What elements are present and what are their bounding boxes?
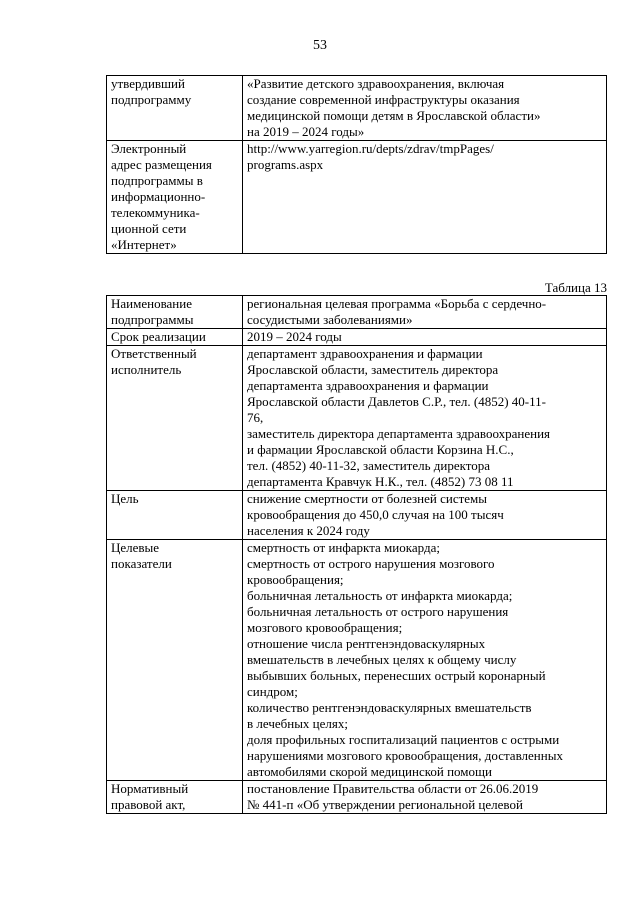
row-label-line: подпрограмму (111, 92, 192, 107)
row-value-cell (243, 296, 607, 329)
row-value-line: нарушениями мозгового кровообращения, доставленных (247, 748, 563, 763)
row-value-line: в лечебных целях; (247, 716, 348, 731)
row-value-line: департамента здравоохранения и фармации (247, 378, 489, 393)
row-label-line: Наименование (111, 296, 192, 311)
row-value-line: № 441-п «Об утверждении региональной целевой (247, 797, 523, 812)
row-value-line: сосудистыми заболеваниями» (247, 312, 413, 327)
row-value-line: отношение числа рентгенэндоваскулярных (247, 636, 486, 651)
row-value-line: заместитель директора департамента здравоохранения (247, 426, 551, 441)
row-label-cell (107, 76, 243, 141)
table-caption: Таблица 13 (544, 280, 607, 295)
row-label-line: «Интернет» (111, 237, 177, 252)
row-value-line: смертность от острого нарушения мозгового (247, 556, 495, 571)
row-value-cell (243, 346, 607, 491)
row-label-line: адрес размещения (111, 157, 212, 172)
row-value-line: Ярославской области Давлетов С.Р., тел. (4852) 40-11- (247, 394, 546, 409)
row-label-cell (107, 781, 243, 814)
row-value-line: тел. (4852) 40-11-32, заместитель директора (247, 458, 491, 473)
row-value-line: синдром; (247, 684, 298, 699)
row-value-line: мозгового кровообращения; (247, 620, 403, 635)
row-value-cell (243, 491, 607, 540)
row-label-cell (107, 491, 243, 540)
row-label-cell (107, 540, 243, 781)
row-value-line: programs.aspx (247, 157, 324, 172)
row-value-line: Ярославской области, заместитель директора (247, 362, 499, 377)
row-value-line: «Развитие детского здравоохранения, включая (247, 76, 505, 91)
row-label-line: телекоммуника- (111, 205, 200, 220)
row-value-line: количество рентгенэндоваскулярных вмешательств (247, 700, 532, 715)
row-value-line: доля профильных госпитализаций пациентов с острыми (247, 732, 560, 747)
row-value-line: автомобилями скорой медицинской помощи (247, 764, 492, 779)
table-row (107, 781, 607, 814)
row-value-line: медицинской помощи детям в Ярославской области» (247, 108, 541, 123)
row-value-line: http://www.yarregion.ru/depts/zdrav/tmpPages/ (247, 141, 494, 156)
table-row (107, 540, 607, 781)
row-value-line: создание современной инфраструктуры оказания (247, 92, 520, 107)
row-label-line: утвердивший (111, 76, 185, 91)
row-label-line: Целевые (111, 540, 160, 555)
row-value-line: постановление Правительства области от 26.06.2019 (247, 781, 539, 796)
table-row (107, 76, 607, 141)
row-value-line: и фармации Ярославской области Корзина Н.С., (247, 442, 514, 457)
row-label-line: Ответственный (111, 346, 197, 361)
row-label-line: Электронный (111, 141, 187, 156)
table-row (107, 329, 607, 346)
row-value-cell (243, 329, 607, 346)
row-label-line: подпрограммы в (111, 173, 203, 188)
row-label-cell (107, 329, 243, 346)
row-value-line: на 2019 – 2024 годы» (247, 124, 365, 139)
table-row (107, 491, 607, 540)
row-value-line: больничная летальность от инфаркта миокарда; (247, 588, 513, 603)
row-label-cell (107, 141, 243, 254)
row-label-line: правовой акт, (111, 797, 186, 812)
row-value-line: снижение смертности от болезней системы (247, 491, 488, 506)
row-label-cell (107, 346, 243, 491)
row-label-line: Срок реализации (111, 329, 206, 344)
row-value-line: выбывших больных, перенесших острый коронарный (247, 668, 546, 683)
row-label-line: Нормативный (111, 781, 189, 796)
passport-table-continued (106, 75, 607, 254)
row-label-cell (107, 296, 243, 329)
row-label-line: Цель (111, 491, 139, 506)
row-label-line: подпрограммы (111, 312, 194, 327)
table-row (107, 346, 607, 491)
row-value-cell (243, 76, 607, 141)
row-value-line: кровообращения до 450,0 случая на 100 тысяч (247, 507, 504, 522)
row-label-line: показатели (111, 556, 172, 571)
row-label-line: исполнитель (111, 362, 182, 377)
row-value-line: вмешательств в лечебных целях к общему числу (247, 652, 517, 667)
row-value-line: 76, (247, 410, 264, 425)
row-value-cell (243, 781, 607, 814)
table-row (107, 141, 607, 254)
passport-table-13 (106, 295, 607, 814)
row-value-cell (243, 540, 607, 781)
row-value-cell (243, 141, 607, 254)
row-value-line: кровообращения; (247, 572, 344, 587)
row-value-line: населения к 2024 году (247, 523, 370, 538)
row-value-line: региональная целевая программа «Борьба с сердечно- (247, 296, 547, 311)
row-value-line: больничная летальность от острого нарушения (247, 604, 509, 619)
row-value-line: департамент здравоохранения и фармации (247, 346, 483, 361)
row-label-line: информационно- (111, 189, 206, 204)
row-value-line: смертность от инфаркта миокарда; (247, 540, 440, 555)
table-row (107, 296, 607, 329)
page-number: 53 (313, 38, 327, 53)
row-value-line: 2019 – 2024 годы (247, 329, 342, 344)
row-value-line: департамента Кравчук Н.К., тел. (4852) 73 08 11 (247, 474, 514, 489)
row-label-line: ционной сети (111, 221, 187, 236)
